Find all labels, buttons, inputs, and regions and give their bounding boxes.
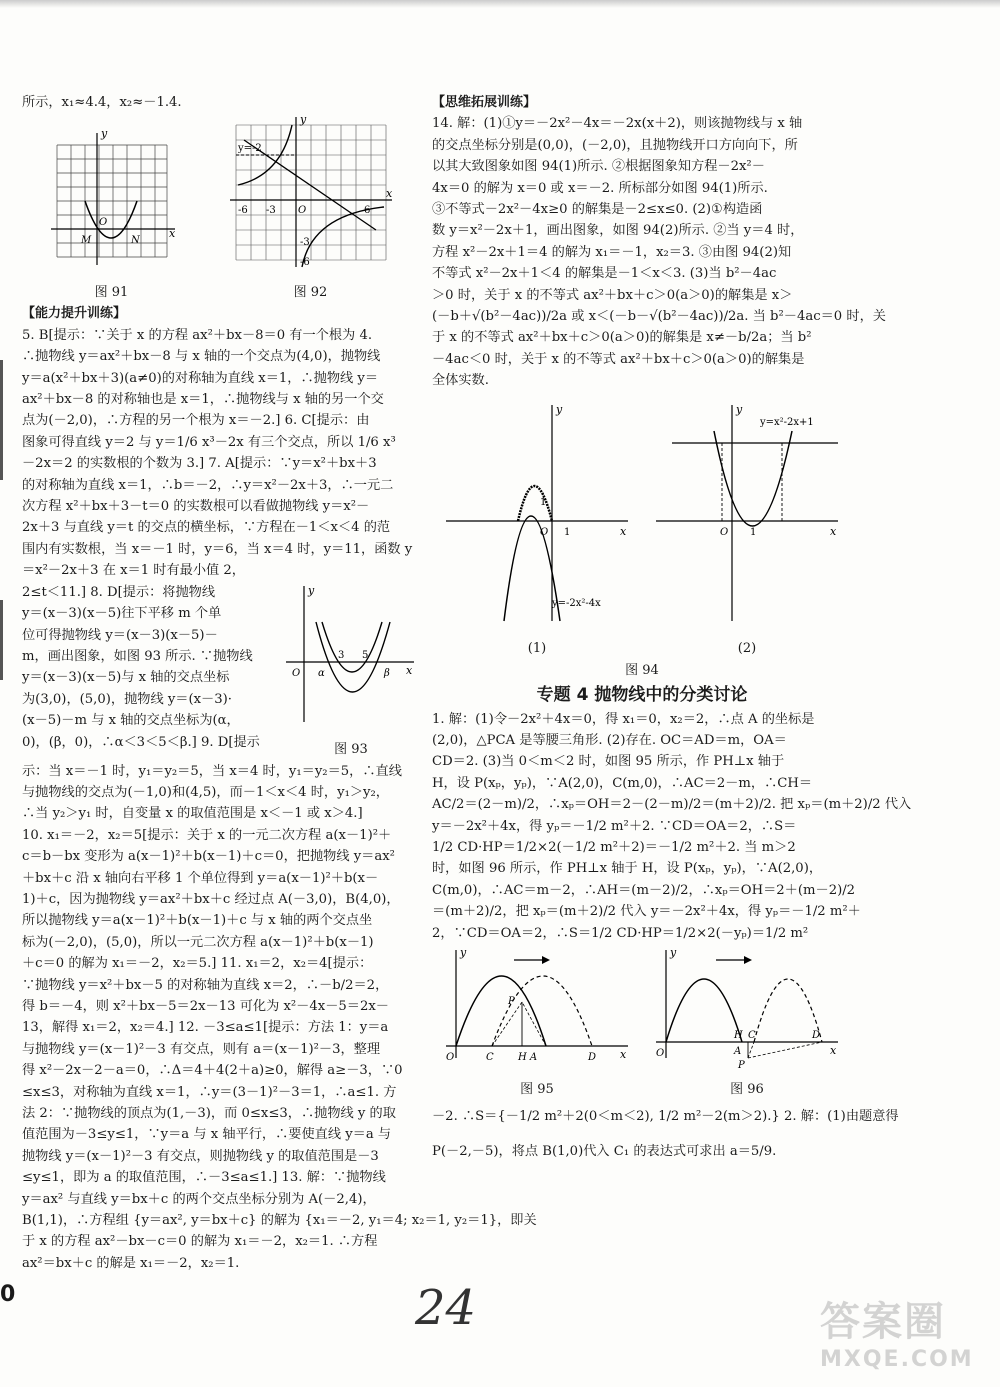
text-line: 与抛物线 y＝(x－1)²－3 有交点，则有 a＝(x－1)²－3，整理 bbox=[22, 1041, 381, 1057]
text-line: 2x＋3 与直线 y＝t 的交点的横坐标，∵方程在－1＜x＜4 的范 bbox=[22, 520, 391, 536]
text-line: －4ac＜0 时，关于 x 的不等式 ax²＋bx＋c＞0(a＞0)的解集是 bbox=[432, 351, 805, 367]
text-line: y＝(x－3)(x－5)往下平移 m 个单 bbox=[22, 606, 222, 622]
figure-91 bbox=[47, 125, 177, 304]
text-line: 2，∵CD＝OA＝2，∴S＝1/2 CD·HP＝1/2×2(－yₚ)＝1/2 m² bbox=[432, 925, 809, 941]
text-line: ＞0 时，关于 x 的不等式 ax²＋bx＋c＞0(a＞0)的解集是 x＞ bbox=[432, 287, 793, 303]
text-line: 1/2 CD·HP＝1/2×2(－1/2 m²＋2)＝－1/2 m²＋2. 当 m＞2 bbox=[432, 839, 796, 855]
svg-text:x: x bbox=[830, 1044, 837, 1058]
figure-91-caption: 图 91 bbox=[94, 285, 129, 300]
text-line: 数 y＝x²－2x＋1，画出图象，如图 94(2)所示. ②当 y＝4 时， bbox=[432, 223, 804, 239]
text-line: ∵抛物线 y＝x²＋bx－5 的对称轴为直线 x＝2，∴－b/2＝2， bbox=[22, 977, 389, 993]
svg-text:y=-2: y=-2 bbox=[237, 142, 262, 154]
text-line: 于 x 的方程 ax²－bx－c＝0 的解为 x₁＝－2，x₂＝1. ∴方程 bbox=[22, 1234, 378, 1250]
figure-94-1-equation: y=-2x²-4x bbox=[552, 597, 601, 609]
text-line: 4x＝0 的解为 x＝0 或 x＝－2. 所标部分如图 94(1)所示. bbox=[432, 180, 768, 196]
figure-94-2-graph bbox=[652, 401, 842, 631]
text-line: 不等式 x²－2x＋1＜4 的解集是－1＜x＜3. (3)当 b²－4ac bbox=[432, 266, 777, 282]
svg-text:-6: -6 bbox=[299, 256, 310, 268]
figure-95-caption: 图 95 bbox=[520, 1081, 554, 1097]
text-line: 1)＋c，因为抛物线 y＝ax²＋bx＋c 经过点 A(－3,0)，B(4,0)， bbox=[22, 891, 400, 907]
text-line: ≤x≤3，对称轴为直线 x＝1，∴y＝(3－1)²－3＝1，∴a≤1. 方 bbox=[22, 1084, 397, 1100]
svg-text:y: y bbox=[308, 583, 315, 597]
handwritten-number: 24 bbox=[415, 1280, 477, 1336]
watermark-text: 答案圈 bbox=[820, 1299, 946, 1345]
page-number: 0 bbox=[0, 1282, 16, 1307]
svg-text:P: P bbox=[738, 1060, 745, 1072]
figure-93-side-text bbox=[22, 582, 282, 761]
binding-mark bbox=[0, 600, 3, 680]
svg-text:-3: -3 bbox=[265, 204, 276, 216]
section-title-thinking: 【思维拓展训练】 bbox=[432, 95, 537, 110]
text-line: 与抛物线的交点为(－1,0)和(4,5)，而－1＜x＜4 时，y₁＞y₂， bbox=[22, 784, 389, 800]
figure-95 bbox=[442, 946, 632, 1100]
svg-text:A: A bbox=[734, 1046, 742, 1058]
svg-text:D: D bbox=[812, 1030, 821, 1042]
text-line: 得 x²－2x－2－a＝0，∴Δ＝4＋4(2＋a)≥0，解得 a≥－3，∵0 bbox=[22, 1063, 403, 1079]
text-line: AC/2＝(2－m)/2，∴xₚ＝OH＝2－(2－m)/2＝(m＋2)/2. 把 xₚ＝(m＋2)/2 代入 bbox=[432, 797, 912, 813]
svg-text:x: x bbox=[620, 524, 627, 538]
svg-text:O: O bbox=[292, 667, 301, 679]
text-line: ax²＋bx－8 的对称轴也是 x＝1，∴抛物线与 x 轴的另一个交 bbox=[22, 392, 384, 408]
watermark-logo bbox=[820, 1290, 990, 1380]
svg-text:O: O bbox=[297, 204, 306, 216]
svg-text:D: D bbox=[588, 1052, 597, 1064]
text-line: 点为(－2,0)，∴方程的另一个根为 x＝－2.] 6. C[提示：由 bbox=[22, 413, 370, 429]
text-line: CD＝2. (3)当 0＜m＜2 时，如图 95 所示，作 PH⊥x 轴于 bbox=[432, 754, 785, 770]
text-line: 全体实数. bbox=[432, 373, 489, 389]
svg-text:H A: H A bbox=[518, 1052, 538, 1064]
svg-text:O: O bbox=[98, 216, 107, 228]
text-line: 的交点坐标分别是(0,0)，(－2,0)，且抛物线开口方向向下，所 bbox=[432, 137, 798, 153]
text-line: y＝－2x²＋4x，得 yₚ＝－1/2 m²＋2. ∵CD＝OA＝2，∴S＝ bbox=[432, 818, 797, 834]
svg-text:O: O bbox=[656, 1048, 665, 1060]
text-line: P(－2,－5)，将点 B(1,0)代入 C₁ 的表达式可求出 a＝5/9. bbox=[432, 1144, 777, 1160]
svg-text:y: y bbox=[460, 946, 467, 960]
text-line: 10. x₁＝－2，x₂＝5[提示：关于 x 的一元二次方程 a(x－1)²＋ bbox=[22, 827, 392, 843]
svg-text:x: x bbox=[385, 186, 392, 200]
text-line: 次方程 x²＋bx＋3－t＝0 的实数根可以看做抛物线 y＝x²－ bbox=[22, 499, 370, 515]
text-line: ax²＝bx＋c 的解是 x₁＝－2，x₂＝1. bbox=[22, 1255, 240, 1271]
figure-92 bbox=[226, 112, 396, 304]
svg-text:H: H bbox=[734, 1030, 743, 1042]
text-line: 得 b＝－4，则 x²＋bx－5＝2x－13 可化为 x²－4x－5＝2x－ bbox=[22, 998, 389, 1014]
figure-96-caption: 图 96 bbox=[730, 1081, 764, 1097]
figure-96-graph bbox=[652, 946, 842, 1071]
svg-text:β: β bbox=[384, 667, 390, 679]
figure-94-1 bbox=[442, 401, 632, 660]
text-line: 以其大致图象如图 94(1)所示. ②根据图象知方程－2x²－ bbox=[432, 159, 765, 175]
figure-96 bbox=[652, 946, 842, 1100]
svg-text:N: N bbox=[130, 234, 140, 246]
text-line: 位可得抛物线 y＝(x－3)(x－5)－ bbox=[22, 627, 218, 643]
section-title-ability: 【能力提升训练】 bbox=[22, 306, 127, 322]
text-line: c＝b－bx 变形为 a(x－1)²＋b(x－1)＋c＝0，把抛物线 y＝ax² bbox=[22, 849, 395, 865]
text-line: 13，解得 x₁＝2，x₂＝4.] 12. －3≤a≤1[提示：方法 1：y＝a bbox=[22, 1020, 389, 1036]
figure-93-caption: 图 93 bbox=[334, 742, 368, 758]
text-line: ≤y≤1，即为 a 的取值范围，∴－3≤a≤1.] 13. 解：∵抛物线 bbox=[22, 1170, 386, 1186]
svg-text:y: y bbox=[556, 402, 563, 416]
text-line: 2≤t＜11.] 8. D[提示：将抛物线 bbox=[22, 584, 216, 600]
figure-94 bbox=[432, 398, 852, 660]
figure-93-graph bbox=[282, 582, 420, 732]
svg-text:-3: -3 bbox=[299, 236, 310, 248]
text-line: 围内有实数根，当 x＝－1 时，y＝6，当 x＝4 时，y＝11，函数 y bbox=[22, 541, 413, 557]
watermark-url: MXQE.COM bbox=[820, 1347, 974, 1372]
svg-text:y: y bbox=[736, 402, 743, 416]
text-line: H，设 P(xₚ，yₚ)，∵A(2,0)，C(m,0)，∴AC＝2－m，∴CH＝ bbox=[432, 775, 813, 791]
topic-title: 专题 4 抛物线中的分类讨论 bbox=[536, 685, 748, 706]
text-line: －2x＝2 的实数根的个数为 3.] 7. A[提示：∵y＝x²＋bx＋3 bbox=[22, 456, 377, 472]
top-edge bbox=[0, 0, 1000, 8]
text-line: 抛物线 y＝(x－1)²－3 有交点，则抛物线 y 的取值范围是－3 bbox=[22, 1148, 379, 1164]
svg-text:O: O bbox=[720, 526, 729, 538]
figure-94-1-graph bbox=[442, 401, 632, 631]
figure-94-1-label: (1) bbox=[527, 641, 547, 657]
text-line: ＝(m＋2)/2，把 xₚ＝(m＋2)/2 代入 y＝－2x²＋4x，得 yₚ＝－1/2 m²＋ bbox=[432, 904, 861, 920]
text-line: 14. 解：(1)①y＝－2x²－4x＝－2x(x＋2)，则该抛物线与 x 轴 bbox=[432, 116, 803, 132]
intro-line: 所示，x₁≈4.4，x₂≈－1.4. bbox=[22, 95, 182, 110]
svg-text:y: y bbox=[299, 112, 306, 126]
text-line: ＝x²－2x＋3 在 x＝1 时有最小值 2， bbox=[22, 563, 245, 579]
figure-92-graph bbox=[226, 112, 396, 275]
text-line: ∴抛物线 y＝ax²＋bx－8 与 x 轴的一个交点为(4,0)，抛物线 bbox=[22, 349, 381, 365]
figure-94-2 bbox=[652, 401, 842, 660]
right-column bbox=[432, 92, 912, 1163]
svg-text:y: y bbox=[670, 946, 677, 960]
text-line: ∴当 y₂＞y₁ 时，自变量 x 的取值范围是 x＜－1 或 x＞4.] bbox=[22, 806, 363, 822]
svg-text:3: 3 bbox=[338, 649, 345, 661]
figure-94-caption: 图 94 bbox=[625, 662, 659, 678]
svg-text:1: 1 bbox=[540, 496, 547, 508]
figure-92-caption: 图 92 bbox=[293, 285, 328, 300]
text-line: 示：当 x＝－1 时，y₁＝y₂＝5，当 x＝4 时，y₁＝y₂＝5，∴直线 bbox=[22, 763, 402, 779]
svg-text:-6: -6 bbox=[237, 204, 248, 216]
text-line: 所以抛物线 y＝a(x－1)²＋b(x－1)＋c 与 x 轴的两个交点坐 bbox=[22, 913, 373, 929]
svg-text:O: O bbox=[540, 526, 549, 538]
text-line: －2. ∴S＝{－1/2 m²＋2(0＜m＜2), 1/2 m²－2(m＞2).} 2. 解：(1)由题意得 bbox=[432, 1108, 899, 1124]
text-line: 标为(－2,0)，(5,0)，所以一元二次方程 a(x－1)²＋b(x－1) bbox=[22, 934, 374, 950]
svg-text:y: y bbox=[100, 126, 107, 140]
text-line: m，画出图象，如图 93 所示. ∵抛物线 bbox=[22, 648, 253, 664]
svg-text:x: x bbox=[406, 663, 413, 677]
svg-text:5: 5 bbox=[362, 649, 369, 661]
text-line: C(m,0)，∴AC＝m－2，∴AH＝(m－2)/2，∴xₚ＝OH＝2＋(m－2)/2 bbox=[432, 882, 856, 898]
text-line: B(1,1)，∴方程组 {y＝ax², y＝bx＋c} 的解为 {x₁＝－2, y₁＝4; x₂＝1, y₂＝1}，即关 bbox=[22, 1213, 537, 1229]
figure-95-graph bbox=[442, 946, 632, 1071]
text-line: 为(3,0)，(5,0)，抛物线 y＝(x－3)· bbox=[22, 691, 232, 707]
figure-91-graph bbox=[47, 125, 177, 275]
svg-text:O: O bbox=[446, 1052, 455, 1064]
svg-text:x: x bbox=[168, 226, 175, 240]
svg-text:x: x bbox=[830, 524, 837, 538]
text-line: ＋bx＋c 沿 x 轴向右平移 1 个单位得到 y＝a(x－1)²＋b(x－ bbox=[22, 870, 379, 886]
svg-text:1: 1 bbox=[750, 526, 757, 538]
figures-95-96 bbox=[432, 946, 852, 1100]
svg-text:M: M bbox=[80, 234, 91, 246]
figure-93-block bbox=[22, 582, 420, 761]
text-line: y＝(x－3)(x－5)与 x 轴的交点坐标 bbox=[22, 670, 230, 686]
figure-94-2-label: (2) bbox=[737, 641, 757, 657]
svg-text:P: P bbox=[508, 996, 515, 1008]
figure-94-2-equation: y=x²-2x+1 bbox=[760, 416, 814, 428]
text-line: 值范围为－3≤y≤1，∵y＝a 与 x 轴平行，∴要使直线 y＝a 与 bbox=[22, 1127, 392, 1143]
text-line: y＝ax² 与直线 y＝bx＋c 的两个交点坐标分别为 A(－2,4)， bbox=[22, 1191, 376, 1207]
svg-text:C: C bbox=[748, 1030, 756, 1042]
svg-text:α: α bbox=[318, 667, 325, 679]
figures-91-92 bbox=[22, 113, 420, 303]
text-line: 方程 x²－2x＋1＝4 的解为 x₁＝－1，x₂＝3. ③由图 94(2)知 bbox=[432, 244, 792, 260]
binding-mark bbox=[0, 360, 3, 480]
text-line: 1. 解：(1)令－2x²＋4x＝0，得 x₁＝0，x₂＝2，∴点 A 的坐标是 bbox=[432, 711, 815, 727]
text-line: 0)，(β，0)，∴α＜3＜5＜β.] 9. D[提示 bbox=[22, 734, 260, 750]
text-line: 时，如图 96 所示，作 PH⊥x 轴于 H，设 P(xₚ，yₚ)，∵A(2,0)， bbox=[432, 861, 823, 877]
text-line: (2,0)，△PCA 是等腰三角形. (2)存在. OC＝AD＝m，OA＝ bbox=[432, 732, 787, 748]
svg-text:6: 6 bbox=[363, 204, 370, 216]
text-line: ＋c＝0 的解为 x₁＝－2，x₂＝5.] 11. x₁＝2，x₂＝4[提示： bbox=[22, 956, 373, 972]
text-line: ③不等式－2x²－4x≥0 的解集是－2≤x≤0. (2)①构造函 bbox=[432, 202, 763, 218]
figure-93 bbox=[282, 582, 420, 761]
text-line: 图象可得直线 y＝2 与 y＝1/6 x³－2x 有三个交点，所以 1/6 x³ bbox=[22, 434, 396, 450]
text-line: 法 2：∵抛物线的顶点为(1,－3)，而 0≤x≤3，∴抛物线 y 的取 bbox=[22, 1106, 396, 1121]
text-line: (－b＋√(b²－4ac))/2a 或 x＜(－b－√(b²－4ac))/2a. 当 b²－4ac＝0 时，关 bbox=[432, 309, 886, 325]
text-line: y＝a(x²＋bx＋3)(a≠0)的对称轴为直线 x＝1，∴抛物线 y＝ bbox=[22, 370, 379, 386]
text-line: 的对称轴为直线 x＝1，∴b＝－2，∴y＝x²－2x＋3，∴一元二 bbox=[22, 477, 394, 493]
svg-text:C: C bbox=[486, 1052, 494, 1064]
text-line: 5. B[提示：∵关于 x 的方程 ax²＋bx－8＝0 有一个根为 4. bbox=[22, 327, 373, 343]
text-line: 于 x 的不等式 ax²＋bx＋c＞0(a＞0)的解集是 x≠－b/2a；当 b² bbox=[432, 330, 812, 346]
svg-text:x: x bbox=[620, 1048, 627, 1062]
text-line: (x－5)－m 与 x 轴的交点坐标为(α， bbox=[22, 713, 240, 729]
svg-text:1: 1 bbox=[564, 526, 571, 538]
